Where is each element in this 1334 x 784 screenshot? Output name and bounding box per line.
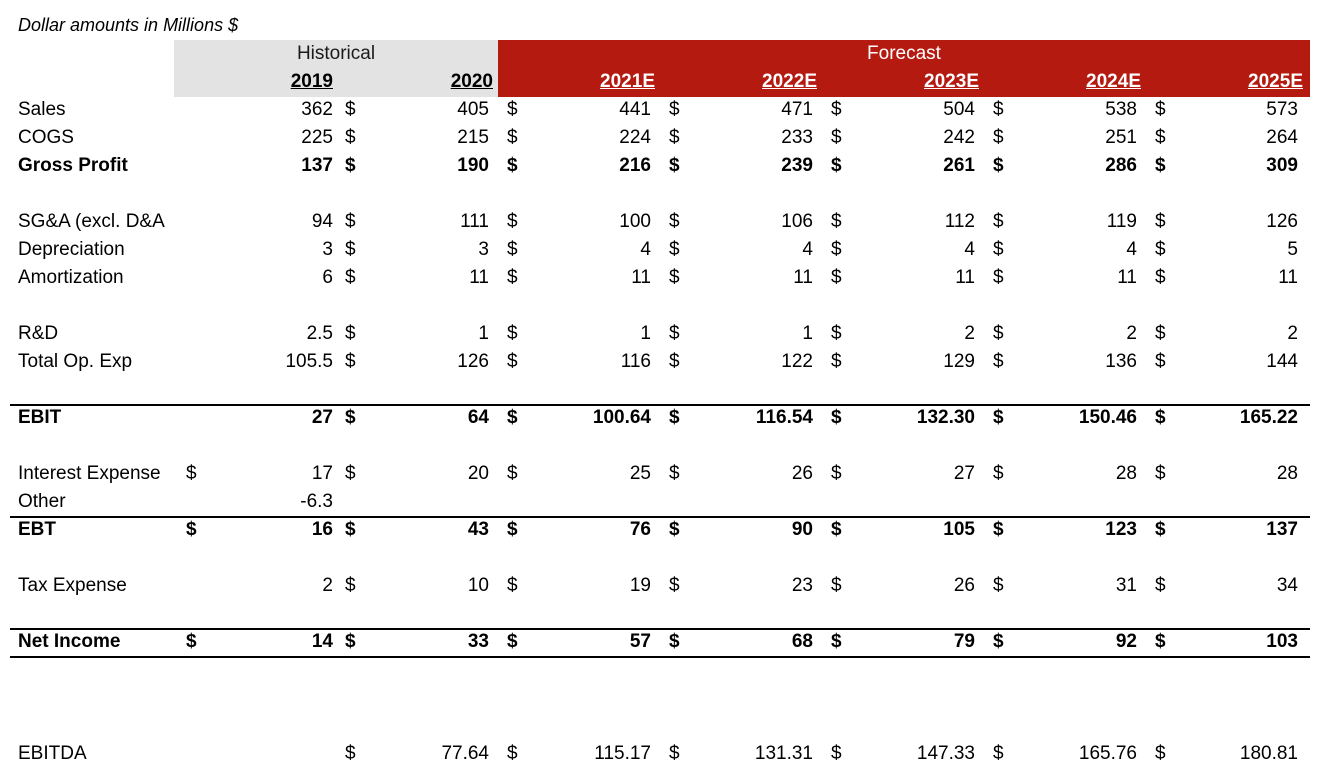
cell-net_income-2020[interactable]: 33 — [467, 631, 489, 652]
currency-sign: $ — [1155, 519, 1166, 540]
currency-sign: $ — [507, 211, 518, 232]
cell-tax-2024E[interactable]: 31 — [1115, 575, 1137, 596]
cell-tax-2023E[interactable]: 26 — [953, 575, 975, 596]
cell-amortization-2020[interactable]: 11 — [469, 267, 489, 288]
cell-sga-2019[interactable]: 94 — [311, 211, 333, 232]
currency-sign: $ — [1155, 631, 1166, 652]
currency-sign: $ — [669, 239, 680, 260]
currency-sign: $ — [507, 155, 518, 176]
row-label-gross_profit: Gross Profit — [18, 155, 128, 176]
cell-net_income-2023E[interactable]: 79 — [953, 631, 975, 652]
currency-sign: $ — [831, 127, 842, 148]
currency-sign: $ — [831, 463, 842, 484]
year-header-2020: 2020 — [450, 71, 493, 92]
historical-group-label: Historical — [296, 43, 376, 64]
cell-total_opex-2025E[interactable]: 144 — [1266, 351, 1298, 372]
currency-sign: $ — [669, 519, 680, 540]
row-label-net_income: Net Income — [18, 631, 121, 652]
currency-sign: $ — [669, 211, 680, 232]
cell-interest-2025E[interactable]: 28 — [1276, 463, 1298, 484]
currency-sign: $ — [1155, 575, 1166, 596]
cell-ebit-2021E[interactable]: 100.64 — [592, 407, 651, 428]
row-label-other: Other — [18, 491, 66, 512]
cell-ebitda-2021E[interactable]: 115.17 — [594, 743, 651, 764]
currency-sign: $ — [345, 575, 356, 596]
currency-sign: $ — [1155, 155, 1166, 176]
cell-rnd-2021E[interactable]: 1 — [640, 323, 651, 344]
currency-sign: $ — [345, 99, 356, 120]
cell-ebitda-2022E[interactable]: 131.31 — [754, 743, 813, 764]
cell-ebitda-2024E[interactable]: 165.76 — [1078, 743, 1137, 764]
cell-ebit-2020[interactable]: 64 — [467, 407, 489, 428]
cell-ebt-2024E[interactable]: 123 — [1105, 519, 1137, 540]
cell-interest-2024E[interactable]: 28 — [1115, 463, 1137, 484]
cell-gross_profit-2024E[interactable]: 286 — [1105, 155, 1137, 176]
cell-amortization-2024E[interactable]: 11 — [1117, 267, 1137, 288]
row-label-depreciation: Depreciation — [18, 239, 125, 260]
cell-cogs-2019[interactable]: 225 — [301, 127, 333, 148]
currency-sign: $ — [993, 463, 1004, 484]
currency-sign: $ — [507, 127, 518, 148]
currency-sign: $ — [1155, 351, 1166, 372]
cell-tax-2019[interactable]: 2 — [322, 575, 333, 596]
currency-sign: $ — [669, 407, 680, 428]
currency-sign: $ — [507, 519, 518, 540]
currency-sign: $ — [831, 575, 842, 596]
currency-sign: $ — [669, 743, 680, 764]
currency-sign: $ — [831, 519, 842, 540]
cell-depreciation-2019[interactable]: 3 — [322, 239, 333, 260]
cell-net_income-2025E[interactable]: 103 — [1266, 631, 1298, 652]
year-header-2023E: 2023E — [924, 71, 979, 92]
cell-tax-2022E[interactable]: 23 — [791, 575, 813, 596]
row-label-rnd: R&D — [18, 323, 59, 344]
cell-sales-2023E[interactable]: 504 — [943, 99, 975, 120]
currency-sign: $ — [1155, 99, 1166, 120]
cell-ebt-2023E[interactable]: 105 — [943, 519, 975, 540]
row-label-tax: Tax Expense — [18, 575, 127, 596]
cell-amortization-2023E[interactable]: 11 — [955, 267, 975, 288]
cell-cogs-2021E[interactable]: 224 — [619, 127, 651, 148]
row-label-sga: SG&A (excl. D&A — [18, 211, 165, 232]
currency-sign: $ — [345, 743, 356, 764]
cell-rnd-2023E[interactable]: 2 — [964, 323, 975, 344]
cell-total_opex-2023E[interactable]: 129 — [943, 351, 975, 372]
cell-rnd-2025E[interactable]: 2 — [1287, 323, 1298, 344]
currency-sign: $ — [669, 267, 680, 288]
currency-sign: $ — [507, 323, 518, 344]
currency-sign: $ — [993, 211, 1004, 232]
currency-sign: $ — [669, 127, 680, 148]
currency-sign: $ — [345, 519, 356, 540]
currency-sign: $ — [669, 155, 680, 176]
year-header-2024E: 2024E — [1086, 71, 1141, 92]
forecast-group-label: Forecast — [867, 43, 941, 64]
cell-amortization-2019[interactable]: 6 — [322, 267, 333, 288]
currency-sign: $ — [507, 575, 518, 596]
currency-sign: $ — [831, 631, 842, 652]
cell-ebit-2023E[interactable]: 132.30 — [916, 407, 975, 428]
row-label-ebt: EBT — [18, 519, 56, 540]
row-label-sales: Sales — [18, 99, 66, 120]
cell-amortization-2025E[interactable]: 11 — [1278, 267, 1298, 288]
year-header-2019: 2019 — [290, 71, 333, 92]
cell-sga-2025E[interactable]: 126 — [1266, 211, 1298, 232]
currency-sign: $ — [669, 99, 680, 120]
currency-sign: $ — [993, 743, 1004, 764]
currency-sign: $ — [993, 575, 1004, 596]
currency-sign: $ — [993, 267, 1004, 288]
currency-sign: $ — [345, 323, 356, 344]
cell-sales-2020[interactable]: 405 — [457, 99, 489, 120]
cell-depreciation-2021E[interactable]: 4 — [640, 239, 651, 260]
currency-sign: $ — [1155, 239, 1166, 260]
currency-sign: $ — [507, 351, 518, 372]
cell-ebitda-2020[interactable]: 77.64 — [441, 743, 489, 764]
currency-sign: $ — [993, 99, 1004, 120]
row-label-total_opex: Total Op. Exp — [18, 351, 133, 372]
currency-sign: $ — [1155, 127, 1166, 148]
cell-rnd-2022E[interactable]: 1 — [802, 323, 813, 344]
currency-sign: $ — [507, 267, 518, 288]
net-income-bottom-rule — [10, 656, 1310, 658]
cell-tax-2025E[interactable]: 34 — [1276, 575, 1298, 596]
currency-sign: $ — [993, 631, 1004, 652]
currency-sign: $ — [993, 239, 1004, 260]
cell-tax-2020[interactable]: 10 — [467, 575, 489, 596]
cell-ebitda-2025E[interactable]: 180.81 — [1239, 743, 1298, 764]
currency-sign: $ — [1155, 267, 1166, 288]
cell-depreciation-2023E[interactable]: 4 — [964, 239, 975, 260]
cell-interest-2020[interactable]: 20 — [467, 463, 489, 484]
cell-gross_profit-2020[interactable]: 190 — [457, 155, 489, 176]
cell-sales-2025E[interactable]: 573 — [1266, 99, 1298, 120]
cell-sga-2022E[interactable]: 106 — [781, 211, 813, 232]
currency-sign: $ — [993, 351, 1004, 372]
currency-sign: $ — [669, 463, 680, 484]
cell-cogs-2022E[interactable]: 233 — [781, 127, 813, 148]
cell-cogs-2020[interactable]: 215 — [457, 127, 489, 148]
cell-rnd-2019[interactable]: 2.5 — [306, 323, 333, 344]
cell-sales-2019[interactable]: 362 — [301, 99, 333, 120]
cell-interest-2021E[interactable]: 25 — [629, 463, 651, 484]
cell-depreciation-2024E[interactable]: 4 — [1126, 239, 1137, 260]
year-header-2022E: 2022E — [762, 71, 817, 92]
currency-sign: $ — [507, 99, 518, 120]
row-label-ebit: EBIT — [18, 407, 62, 428]
cell-sga-2023E[interactable]: 112 — [944, 211, 975, 232]
currency-sign: $ — [186, 463, 197, 484]
cell-net_income-2022E[interactable]: 68 — [791, 631, 813, 652]
currency-sign: $ — [345, 463, 356, 484]
cell-sales-2021E[interactable]: 441 — [619, 99, 651, 120]
cell-ebit-2025E[interactable]: 165.22 — [1239, 407, 1298, 428]
currency-sign: $ — [507, 407, 518, 428]
currency-sign: $ — [831, 211, 842, 232]
currency-sign: $ — [345, 127, 356, 148]
cell-total_opex-2020[interactable]: 126 — [457, 351, 489, 372]
net-income-top-rule — [10, 628, 1310, 630]
cell-sales-2024E[interactable]: 538 — [1105, 99, 1137, 120]
year-header-2025E: 2025E — [1248, 71, 1303, 92]
currency-sign: $ — [507, 743, 518, 764]
cell-net_income-2019[interactable]: 14 — [311, 631, 333, 652]
cell-ebt-2025E[interactable]: 137 — [1266, 519, 1298, 540]
cell-cogs-2023E[interactable]: 242 — [943, 127, 975, 148]
currency-sign: $ — [345, 239, 356, 260]
cell-gross_profit-2025E[interactable]: 309 — [1266, 155, 1298, 176]
cell-sga-2024E[interactable]: 119 — [1106, 211, 1137, 232]
currency-sign: $ — [831, 743, 842, 764]
currency-sign: $ — [186, 631, 197, 652]
cell-ebt-2019[interactable]: 16 — [311, 519, 333, 540]
cell-gross_profit-2021E[interactable]: 216 — [619, 155, 651, 176]
currency-sign: $ — [669, 631, 680, 652]
cell-gross_profit-2019[interactable]: 137 — [301, 155, 333, 176]
cell-total_opex-2021E[interactable]: 116 — [620, 351, 651, 372]
currency-sign: $ — [993, 407, 1004, 428]
currency-sign: $ — [669, 351, 680, 372]
currency-sign: $ — [507, 239, 518, 260]
cell-depreciation-2022E[interactable]: 4 — [802, 239, 813, 260]
cell-interest-2023E[interactable]: 27 — [953, 463, 975, 484]
ebt-top-rule — [10, 516, 1310, 518]
row-label-interest: Interest Expense — [18, 463, 161, 484]
cell-interest-2019[interactable]: 17 — [311, 463, 333, 484]
currency-sign: $ — [345, 267, 356, 288]
currency-sign: $ — [993, 519, 1004, 540]
units-caption: Dollar amounts in Millions $ — [18, 15, 239, 35]
row-label-ebitda: EBITDA — [18, 743, 87, 764]
currency-sign: $ — [831, 99, 842, 120]
cell-amortization-2021E[interactable]: 11 — [631, 267, 651, 288]
cell-total_opex-2019[interactable]: 105.5 — [285, 351, 333, 372]
year-header-2021E: 2021E — [600, 71, 655, 92]
currency-sign: $ — [1155, 407, 1166, 428]
cell-amortization-2022E[interactable]: 11 — [793, 267, 813, 288]
cell-ebit-2022E[interactable]: 116.54 — [755, 407, 813, 428]
cell-rnd-2024E[interactable]: 2 — [1126, 323, 1137, 344]
cell-net_income-2021E[interactable]: 57 — [629, 631, 651, 652]
cell-ebt-2020[interactable]: 43 — [467, 519, 489, 540]
cell-other-2019[interactable]: -6.3 — [300, 491, 333, 512]
currency-sign: $ — [993, 127, 1004, 148]
currency-sign: $ — [345, 211, 356, 232]
currency-sign: $ — [993, 323, 1004, 344]
currency-sign: $ — [345, 155, 356, 176]
currency-sign: $ — [186, 519, 197, 540]
cell-ebit-2024E[interactable]: 150.46 — [1078, 407, 1137, 428]
currency-sign: $ — [831, 407, 842, 428]
cell-depreciation-2025E[interactable]: 5 — [1287, 239, 1298, 260]
cell-total_opex-2024E[interactable]: 136 — [1105, 351, 1137, 372]
cell-depreciation-2020[interactable]: 3 — [478, 239, 489, 260]
cell-tax-2021E[interactable]: 19 — [629, 575, 651, 596]
cell-net_income-2024E[interactable]: 92 — [1115, 631, 1137, 652]
currency-sign: $ — [1155, 743, 1166, 764]
cell-rnd-2020[interactable]: 1 — [478, 323, 489, 344]
currency-sign: $ — [669, 575, 680, 596]
currency-sign: $ — [507, 631, 518, 652]
cell-sga-2021E[interactable]: 100 — [619, 211, 651, 232]
row-label-cogs: COGS — [18, 127, 74, 148]
cell-sales-2022E[interactable]: 471 — [781, 99, 813, 120]
cell-ebt-2022E[interactable]: 90 — [791, 519, 813, 540]
cell-cogs-2024E[interactable]: 251 — [1105, 127, 1137, 148]
currency-sign: $ — [1155, 463, 1166, 484]
cell-ebt-2021E[interactable]: 76 — [629, 519, 651, 540]
currency-sign: $ — [1155, 211, 1166, 232]
cell-ebit-2019[interactable]: 27 — [311, 407, 333, 428]
row-label-amortization: Amortization — [18, 267, 124, 288]
currency-sign: $ — [831, 351, 842, 372]
cell-ebitda-2023E[interactable]: 147.33 — [916, 743, 975, 764]
currency-sign: $ — [345, 631, 356, 652]
currency-sign: $ — [831, 267, 842, 288]
currency-sign: $ — [831, 239, 842, 260]
currency-sign: $ — [993, 155, 1004, 176]
currency-sign: $ — [1155, 323, 1166, 344]
currency-sign: $ — [507, 463, 518, 484]
cell-interest-2022E[interactable]: 26 — [791, 463, 813, 484]
cell-sga-2020[interactable]: 111 — [460, 211, 489, 232]
currency-sign: $ — [831, 155, 842, 176]
cell-cogs-2025E[interactable]: 264 — [1266, 127, 1298, 148]
currency-sign: $ — [831, 323, 842, 344]
cell-gross_profit-2023E[interactable]: 261 — [943, 155, 975, 176]
currency-sign: $ — [669, 323, 680, 344]
cell-gross_profit-2022E[interactable]: 239 — [781, 155, 813, 176]
currency-sign: $ — [345, 407, 356, 428]
cell-total_opex-2022E[interactable]: 122 — [781, 351, 813, 372]
ebit-top-rule — [10, 404, 1310, 406]
currency-sign: $ — [345, 351, 356, 372]
